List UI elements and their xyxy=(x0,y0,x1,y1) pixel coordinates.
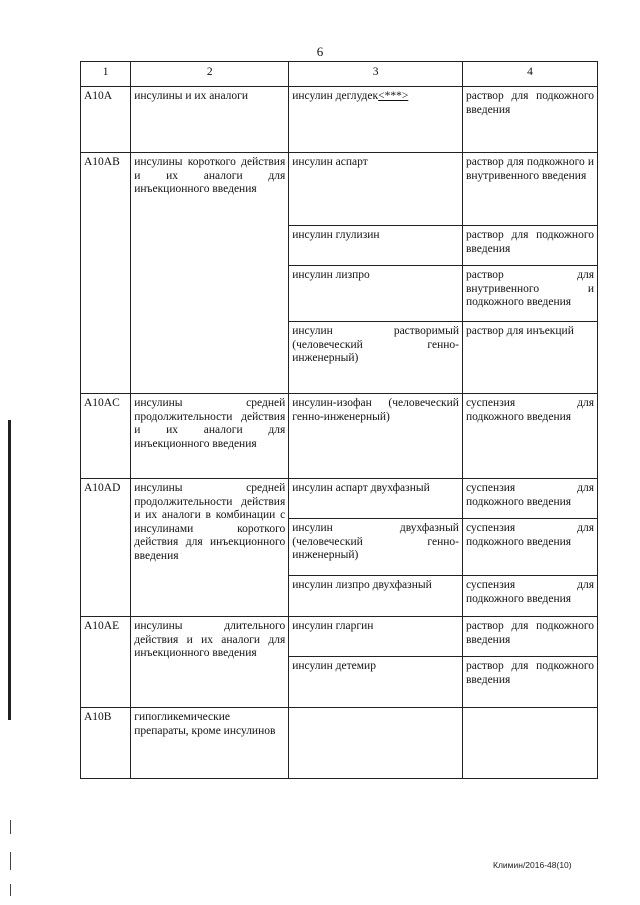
dosage-form: раствор для подкожного введения xyxy=(462,617,597,657)
drug-name: инсулин лизпро двухфазный xyxy=(289,576,463,617)
dosage-form xyxy=(462,708,597,779)
header-col-2: 2 xyxy=(131,62,289,87)
scan-edge-mark xyxy=(8,420,11,720)
drug-name xyxy=(289,87,463,153)
atc-code: A10B xyxy=(81,708,131,779)
page-number: 6 xyxy=(316,44,324,59)
table-row xyxy=(81,479,598,519)
dosage-form: раствор для подкожного и внутривенного введения xyxy=(462,153,597,226)
scan-edge-tick xyxy=(10,884,11,896)
group-name: инсулины длительного действия и их аналоги для инъекционного введения xyxy=(131,617,289,708)
drug-name: инсулин растворимый (человеческий генно-инженерный) xyxy=(289,322,463,394)
header-col-3: 3 xyxy=(289,62,463,87)
table-row xyxy=(81,394,598,479)
drug-name: инсулин глулизин xyxy=(289,226,463,266)
dosage-form: раствор для подкожного введения xyxy=(462,226,597,266)
drug-name: инсулин аспарт xyxy=(289,153,463,226)
drug-name xyxy=(289,708,463,779)
drug-name: инсулин-изофан (человеческий генно-инженерный) xyxy=(289,394,463,479)
dosage-form: раствор для инъекций xyxy=(462,322,597,394)
table-row xyxy=(81,87,598,153)
dosage-form: раствор для подкожного введения xyxy=(462,657,597,708)
drug-footnote-mark: <***> xyxy=(378,90,409,102)
table-row xyxy=(81,153,598,226)
group-name: инсулины средней продолжительности действия и их аналоги в комбинации с инсулинами короткого действия для инъекционного введения xyxy=(131,479,289,617)
scan-edge-tick xyxy=(10,852,11,870)
drug-name: инсулин аспарт двухфазный xyxy=(289,479,463,519)
drug-name-text: инсулин деглудек xyxy=(292,90,379,102)
atc-code: A10AB xyxy=(81,153,131,394)
atc-code: A10AE xyxy=(81,617,131,708)
drug-name: инсулин двухфазный (человеческий генно-инженерный) xyxy=(289,519,463,576)
dosage-form: раствор для внутривенного и подкожного введения xyxy=(462,266,597,322)
drug-table xyxy=(80,61,598,779)
drug-name: инсулин лизпро xyxy=(289,266,463,322)
drug-name: инсулин гларгин xyxy=(289,617,463,657)
group-name: инсулины средней продолжительности действия и их аналоги для инъекционного введения xyxy=(131,394,289,479)
group-name: инсулины и их аналоги xyxy=(131,87,289,153)
dosage-form: суспензия для подкожного введения xyxy=(462,519,597,576)
atc-code: A10AC xyxy=(81,394,131,479)
header-col-4: 4 xyxy=(462,62,597,87)
dosage-form: раствор для подкожного введения xyxy=(462,87,597,153)
table-row xyxy=(81,708,598,779)
group-name: инсулины короткого действия и их аналоги для инъекционного введения xyxy=(131,153,289,394)
group-name: гипогликемические препараты, кроме инсулинов xyxy=(131,708,289,779)
drug-name: инсулин детемир xyxy=(289,657,463,708)
dosage-form: суспензия для подкожного введения xyxy=(462,576,597,617)
atc-code: A10A xyxy=(81,87,131,153)
scan-edge-tick xyxy=(10,820,11,834)
header-col-1: 1 xyxy=(81,62,131,87)
dosage-form: суспензия для подкожного введения xyxy=(462,394,597,479)
footer-code: Климин/2016-48(10) xyxy=(493,860,572,870)
table-header-row xyxy=(81,62,598,87)
atc-code: A10AD xyxy=(81,479,131,617)
table-row xyxy=(81,617,598,657)
dosage-form: суспензия для подкожного введения xyxy=(462,479,597,519)
